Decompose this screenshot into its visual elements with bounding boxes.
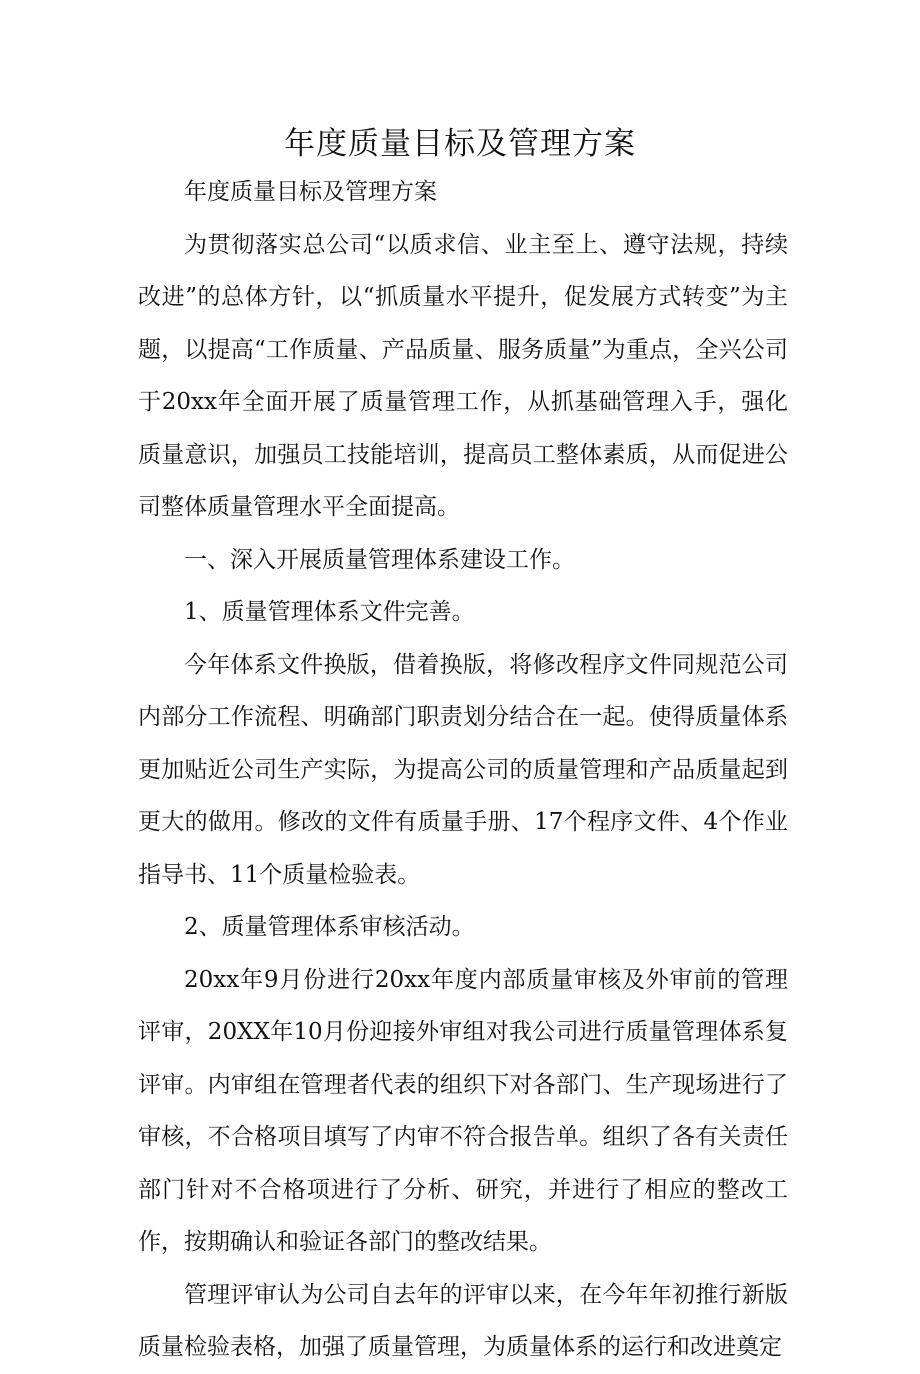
subsection-heading-1: 1、质量管理体系文件完善。	[184, 599, 475, 625]
paragraph-audit: 20xx年9月份进行20xx年度内部质量审核及外审前的管理评审，20XX年10月份迎接外审组对我公司进行质量管理体系复评审。内审组在管理者代表的组织下对各部门、生产现场进行了审核，不合格项目填写了内审不符合报告单。组织了各有关责任部门针对不合格项进行了分析、研究，并进行了相应的整改工作，按期确认和验证各部门的整改结果。	[138, 966, 788, 1255]
document-body	[138, 166, 788, 1374]
paragraph-intro: 为贯彻落实总公司“以质求信、业主至上、遵守法规，持续改进”的总体方针，以“抓质量水平提升，促发展方式转变”为主题，以提高“工作质量、产品质量、服务质量”为重点，全兴公司于20xx年全面开展了质量管理工作，从抓基础管理入手，强化质量意识，加强员工技能培训，提高员工整体素质，从而促进公司整体质量管理水平全面提高。	[138, 231, 788, 520]
subsection-heading-2: 2、质量管理体系审核活动。	[184, 914, 475, 940]
section-heading-1: 一、深入开展质量管理体系建设工作。	[184, 546, 575, 573]
paragraph-subtitle: 年度质量目标及管理方案	[184, 179, 437, 205]
paragraph-document-revision: 今年体系文件换版，借着换版，将修改程序文件同规范公司内部分工作流程、明确部门职责划分结合在一起。使得质量体系更加贴近公司生产实际，为提高公司的质量管理和产品质量起到更大的做用。修改的文件有质量手册、17个程序文件、4个作业指导书、11个质量检验表。	[138, 651, 788, 888]
document-title: 年度质量目标及管理方案	[284, 126, 636, 162]
paragraph-management-review: 管理评审认为公司自去年的评审以来，在今年年初推行新版质量检验表格，加强了质量管理，为质量体系的运行和改进奠定	[138, 1281, 788, 1360]
